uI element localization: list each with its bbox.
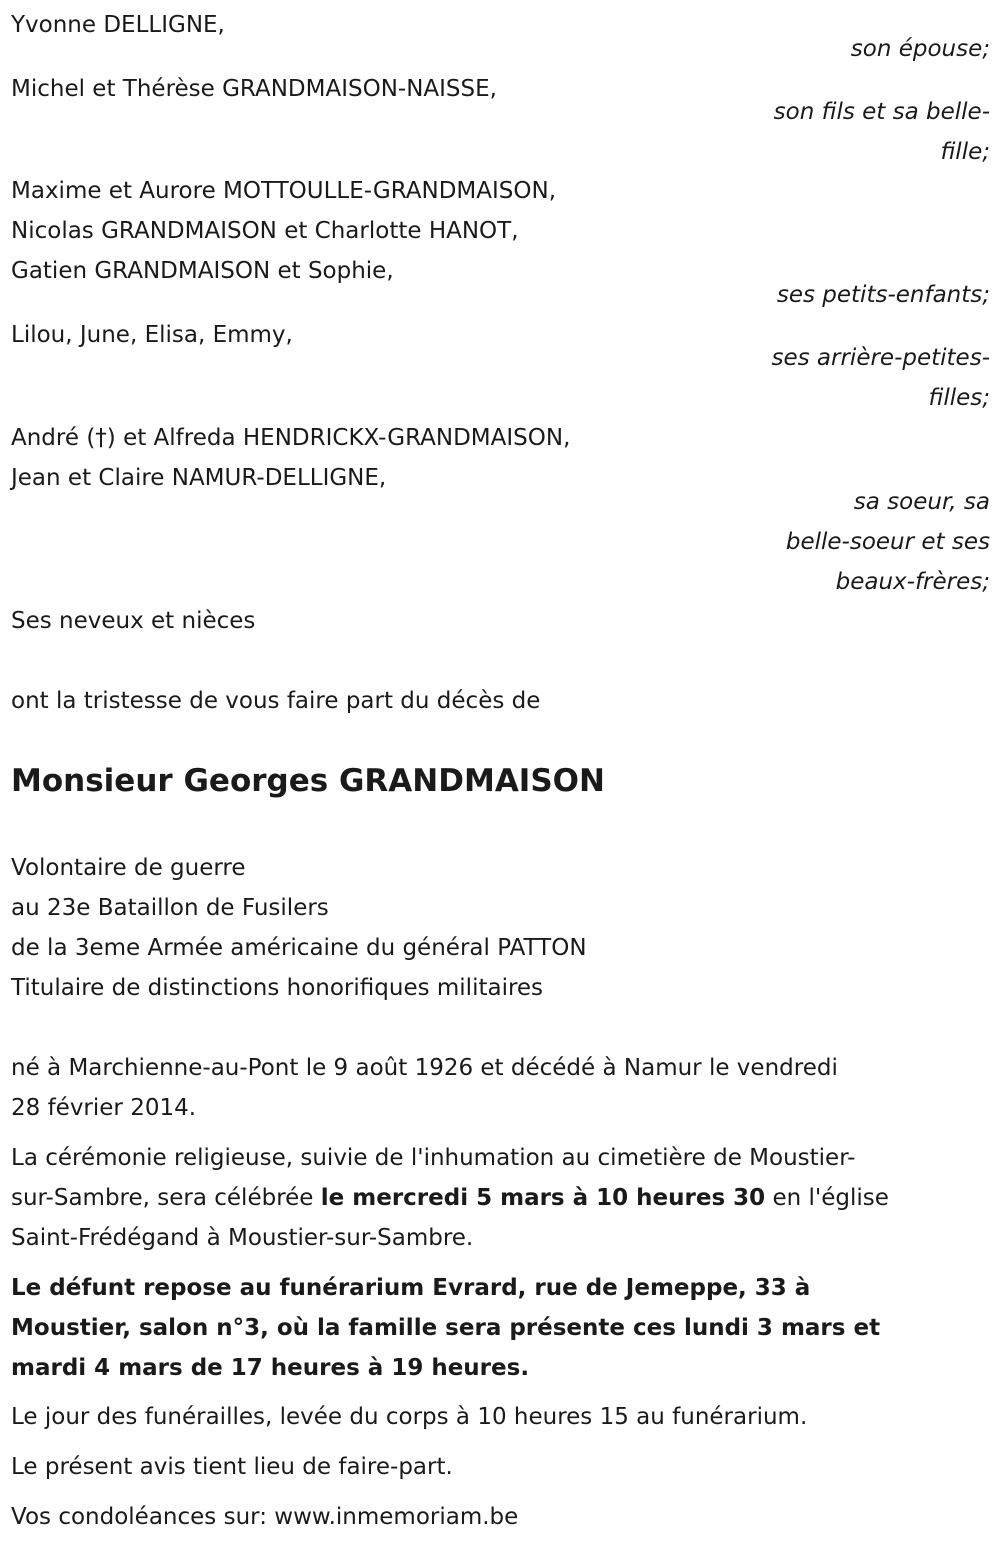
- notice: Le présent avis tient lieu de faire-part.: [11, 1454, 453, 1480]
- role-great-2: filles;: [928, 385, 990, 411]
- funerarium-line: Le défunt repose au funérarium Evrard, rue de Jemeppe, 33 à: [11, 1275, 811, 1301]
- title-line: de la 3eme Armée américaine du général PATTON: [11, 935, 587, 961]
- role-siblings: belle-soeur et ses: [785, 529, 990, 555]
- nephews: Ses neveux et nièces: [11, 608, 256, 634]
- ceremony-line: [11, 1178, 889, 1218]
- role-siblings: sa soeur, sa: [853, 489, 990, 515]
- deceased-name: Monsieur Georges GRANDMAISON: [11, 763, 605, 799]
- birth-death: 28 février 2014.: [11, 1095, 197, 1121]
- birth-death: né à Marchienne-au-Pont le 9 août 1926 et décédé à Namur le vendredi: [11, 1055, 838, 1081]
- role-siblings: beaux-frères;: [835, 569, 990, 595]
- grandchild: Gatien GRANDMAISON et Sophie,: [11, 258, 394, 284]
- family-wife: Yvonne DELLIGNE,: [11, 12, 225, 38]
- title-line: au 23e Bataillon de Fusilers: [11, 895, 329, 921]
- levee: Le jour des funérailles, levée du corps à 10 heures 15 au funérarium.: [11, 1404, 808, 1430]
- ceremony-line: La cérémonie religieuse, suivie de l'inhumation au cimetière de Moustier-: [11, 1145, 856, 1171]
- grandchild: Maxime et Aurore MOTTOULLE-GRANDMAISON,: [11, 178, 557, 204]
- sibling: Jean et Claire NAMUR-DELLIGNE,: [11, 465, 387, 491]
- announcement: ont la tristesse de vous faire part du décès de: [11, 688, 541, 714]
- funerarium-line: mardi 4 mars de 17 heures à 19 heures.: [11, 1355, 530, 1381]
- ceremony-text: en l'église: [765, 1185, 889, 1211]
- ceremony-date: le mercredi 5 mars à 10 heures 30: [320, 1185, 766, 1211]
- title-line: Volontaire de guerre: [11, 855, 246, 881]
- title-line: Titulaire de distinctions honorifiques militaires: [11, 975, 544, 1001]
- role-great-1: ses arrière-petites-: [771, 345, 990, 371]
- family-son: Michel et Thérèse GRANDMAISON-NAISSE,: [11, 76, 497, 102]
- condolences: Vos condoléances sur: www.inmemoriam.be: [11, 1504, 519, 1530]
- role-grandchildren: ses petits-enfants;: [776, 282, 990, 308]
- ceremony-line: Saint-Frédégand à Moustier-sur-Sambre.: [11, 1225, 474, 1251]
- grandchild: Nicolas GRANDMAISON et Charlotte HANOT,: [11, 218, 519, 244]
- role-wife: son épouse;: [850, 36, 990, 62]
- role-son-2: fille;: [940, 139, 990, 165]
- sibling: André (†) et Alfreda HENDRICKX-GRANDMAISON,: [11, 425, 571, 451]
- funerarium-line: Moustier, salon n°3, où la famille sera présente ces lundi 3 mars et: [11, 1315, 881, 1341]
- ceremony-text: sur-Sambre, sera célébrée: [11, 1185, 321, 1211]
- great-grandchildren: Lilou, June, Elisa, Emmy,: [11, 322, 293, 348]
- role-son-1: son fils et sa belle-: [773, 99, 990, 125]
